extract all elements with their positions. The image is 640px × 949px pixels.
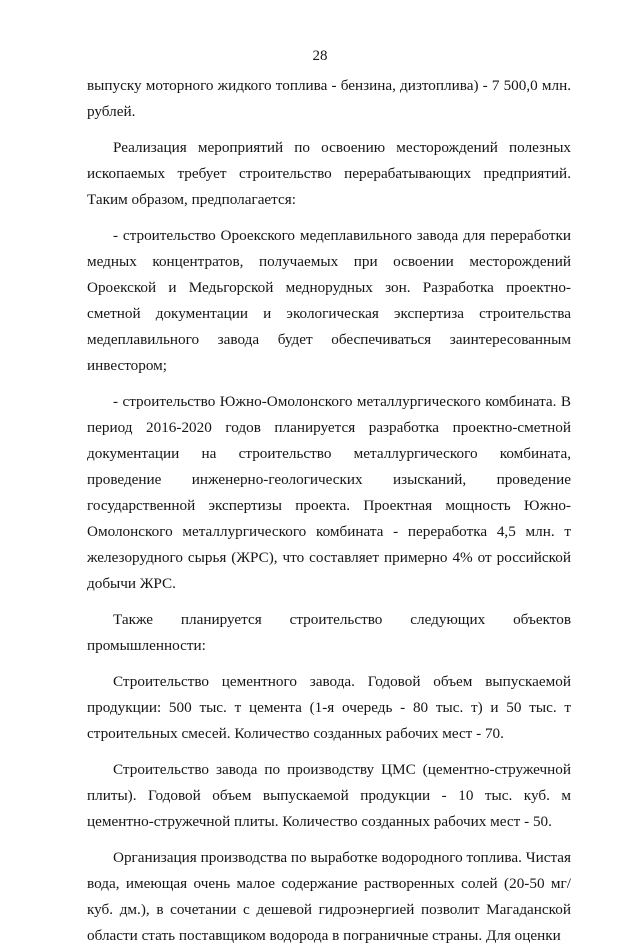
paragraph-metallurgical-plant: - строительство Южно-Омолонского металлургического комбината. В период 2016-2020 годов планируется разработка проектно-сметной документации на строительство металлургического комбината, проведение инженерно-геологических изысканий, проведение государственной экспертизы проекта. Проектная мощность Южно-Омолонского металлургического комбината - переработка 4,5 млн. т железорудного сырья (ЖРС), что составляет примерно 4% от российской добычи ЖРС.	[87, 393, 571, 592]
paragraph-mining-development: Реализация мероприятий по освоению месторождений полезных ископаемых требует строительство перерабатывающих предприятий. Таким образом, предполагается:	[87, 139, 571, 208]
paragraph-copper-smelter: - строительство Ороекского медеплавильного завода для переработки медных концентратов, получаемых при освоении месторождений Ороекской и Медьгорской меднорудных зон. Разработка проектно-сметной документации и экологическая экспертиза строительства медеплавильного завода будет обеспечиваться заинтересованным инвестором;	[87, 227, 571, 374]
paragraph-continuation: выпуску моторного жидкого топлива - бензина, дизтоплива) - 7 500,0 млн. рублей.	[87, 77, 571, 120]
document-body	[87, 73, 571, 949]
paragraph-cement-plant: Строительство цементного завода. Годовой объем выпускаемой продукции: 500 тыс. т цемента (1-я очередь - 80 тыс. т) и 50 тыс. т строительных смесей. Количество созданных рабочих мест - 70.	[87, 673, 571, 742]
paragraph-hydrogen-fuel: Организация производства по выработке водородного топлива. Чистая вода, имеющая очень малое содержание растворенных солей (20-50 мг/куб. дм.), в сочетании с дешевой гидроэнергией позволит Магаданской области стать поставщиком водорода в пограничные страны. Для оценки	[87, 849, 571, 944]
page-number: 28	[312, 48, 328, 64]
paragraph-cement-board-plant: Строительство завода по производству ЦМС (цементно-стружечной плиты). Годовой объем выпускаемой продукции - 10 тыс. куб. м цементно-стружечной плиты. Количество созданных рабочих мест - 50.	[87, 761, 571, 830]
paragraph-other-facilities: Также планируется строительство следующих объектов промышленности:	[87, 611, 571, 654]
